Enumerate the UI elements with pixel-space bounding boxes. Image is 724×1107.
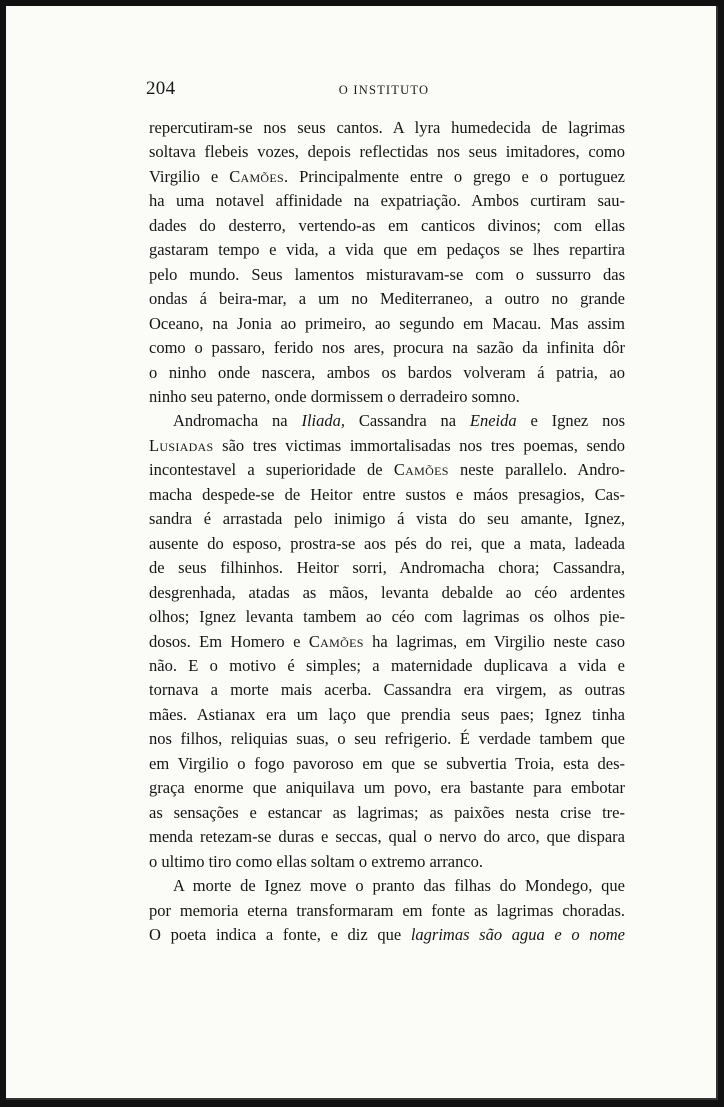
text-line xyxy=(149,923,625,947)
text-line xyxy=(149,287,625,311)
italic-text: lagrimas são agua e o nome xyxy=(410,924,625,944)
text-segment: em Virgilio o fogo pavoroso em que se subvertia Troia, esta des- xyxy=(149,753,625,773)
text-segment: ha uma notavel affinidade na expatriação. Ambos curtiram sau- xyxy=(149,191,625,211)
text-segment: olhos; Ignez levanta tambem ao céo com lagrimas os olhos pie- xyxy=(149,607,625,627)
text-segment: neste parallelo. Andro- xyxy=(448,460,625,480)
small-caps-text: Lusiadas xyxy=(149,435,214,455)
text-line xyxy=(149,899,625,923)
text-line xyxy=(149,556,625,580)
text-line xyxy=(149,678,625,702)
text-segment: e Ignez nos xyxy=(516,411,625,431)
page-header xyxy=(146,78,622,102)
text-line xyxy=(149,703,625,727)
text-segment: Cassandra na xyxy=(345,411,470,431)
text-segment: gastaram tempo e vida, a vida que em pedaços se lhes repartira xyxy=(149,240,625,260)
text-segment: pelo mundo. Seus lamentos misturavam-se com o sussurro das xyxy=(149,264,625,284)
text-line xyxy=(149,727,625,751)
text-segment: dosos. Em Homero e xyxy=(149,631,309,651)
text-segment: mães. Astianax era um laço que prendia seus paes; Ignez tinha xyxy=(149,704,625,724)
text-line xyxy=(149,409,625,433)
text-line xyxy=(149,385,625,409)
text-segment: o ninho onde nascera, ambos os bardos volveram á patria, ao xyxy=(149,362,625,382)
text-line xyxy=(149,850,625,874)
text-line xyxy=(149,654,625,678)
text-segment: sandra é arrastada pelo inimigo á vista do seu amante, Ignez, xyxy=(149,509,625,529)
text-segment: menda retezam-se duras e seccas, qual o nervo do arco, que dispara xyxy=(149,827,625,847)
text-line xyxy=(149,874,625,898)
running-title: O INSTITUTO xyxy=(338,83,430,97)
text-line xyxy=(149,263,625,287)
text-segment: ha lagrimas, em Virgilio neste caso xyxy=(363,631,625,651)
small-caps-text: Camões xyxy=(229,166,284,186)
text-line xyxy=(149,581,625,605)
text-segment: A morte de Ignez move o pranto das filhas do Mondego, que xyxy=(173,876,625,896)
text-line xyxy=(149,312,625,336)
text-segment: graça enorme que aniquilava um povo, era bastante para embotar xyxy=(149,778,625,798)
text-segment: tornava a morte mais acerba. Cassandra era virgem, as outras xyxy=(149,680,625,700)
text-line xyxy=(149,336,625,360)
text-line xyxy=(149,361,625,385)
text-segment: soltava flebeis vozes, depois reflectidas nos seus imitadores, como xyxy=(149,142,625,162)
text-segment: repercutiram-se nos seus cantos. A lyra humedecida de lagrimas xyxy=(149,118,625,137)
small-caps-text: Camões xyxy=(393,460,449,480)
text-line xyxy=(149,532,625,556)
text-segment: nos filhos, reliquias suas, o seu refrigerio. É verdade tambem que xyxy=(149,729,625,749)
text-line xyxy=(149,825,625,849)
book-page xyxy=(6,6,718,1100)
text-line xyxy=(149,434,625,458)
text-line xyxy=(149,776,625,800)
text-line xyxy=(149,189,625,213)
body-text xyxy=(149,116,625,947)
text-segment: ondas á beira-mar, a um no Mediterraneo, a outro no grande xyxy=(149,289,625,309)
italic-text: Eneida xyxy=(469,411,517,431)
text-segment: O poeta indica a fonte, e diz que xyxy=(149,924,411,944)
text-segment: macha despede-se de Heitor entre sustos e máos presagios, Cas- xyxy=(149,484,625,504)
text-segment: Virgilio e xyxy=(149,166,230,186)
text-segment: o ultimo tiro como ellas soltam o extremo arranco. xyxy=(149,851,484,871)
text-line xyxy=(149,238,625,262)
text-segment: . Principalmente entre o grego e o portuguez xyxy=(284,166,625,186)
text-line xyxy=(149,483,625,507)
text-line xyxy=(149,605,625,629)
text-line xyxy=(149,214,625,238)
text-segment: não. E o motivo é simples; a maternidade duplicava a vida e xyxy=(149,655,625,675)
text-segment: como o passaro, ferido nos ares, procura na sazão da infinita dôr xyxy=(149,338,625,358)
italic-text: Iliada, xyxy=(301,411,345,431)
text-line xyxy=(149,140,625,164)
text-line xyxy=(149,630,625,654)
text-line xyxy=(149,507,625,531)
text-segment: desgrenhada, atadas as mãos, levanta debalde ao céo ardentes xyxy=(149,582,625,602)
text-line xyxy=(149,165,625,189)
text-segment: dades do desterro, vertendo-as em canticos divinos; com ellas xyxy=(149,215,625,235)
text-segment: de seus filhinhos. Heitor sorri, Andromacha chora; Cassandra, xyxy=(149,558,625,578)
text-segment: ausente do esposo, prostra-se aos pés do rei, que a mata, ladeada xyxy=(149,533,625,553)
text-segment: Andromacha na xyxy=(173,411,302,431)
text-segment: são tres victimas immortalisadas nos tres poemas, sendo xyxy=(213,435,625,455)
text-line xyxy=(149,801,625,825)
text-segment: incontestavel a superioridade de xyxy=(149,460,394,480)
text-segment: ninho seu paterno, onde dormissem o derradeiro somno. xyxy=(149,386,520,406)
small-caps-text: Camões xyxy=(308,631,364,651)
text-segment: as sensações e estancar as lagrimas; as paixões nesta crise tre- xyxy=(149,802,625,822)
text-line xyxy=(149,116,625,140)
text-segment: Oceano, na Jonia ao primeiro, ao segundo em Macau. Mas assim xyxy=(149,313,625,333)
text-line xyxy=(149,752,625,776)
text-line xyxy=(149,458,625,482)
text-segment: por memoria eterna transformaram em fonte as lagrimas choradas. xyxy=(149,900,625,920)
page-number: 204 xyxy=(146,78,176,99)
